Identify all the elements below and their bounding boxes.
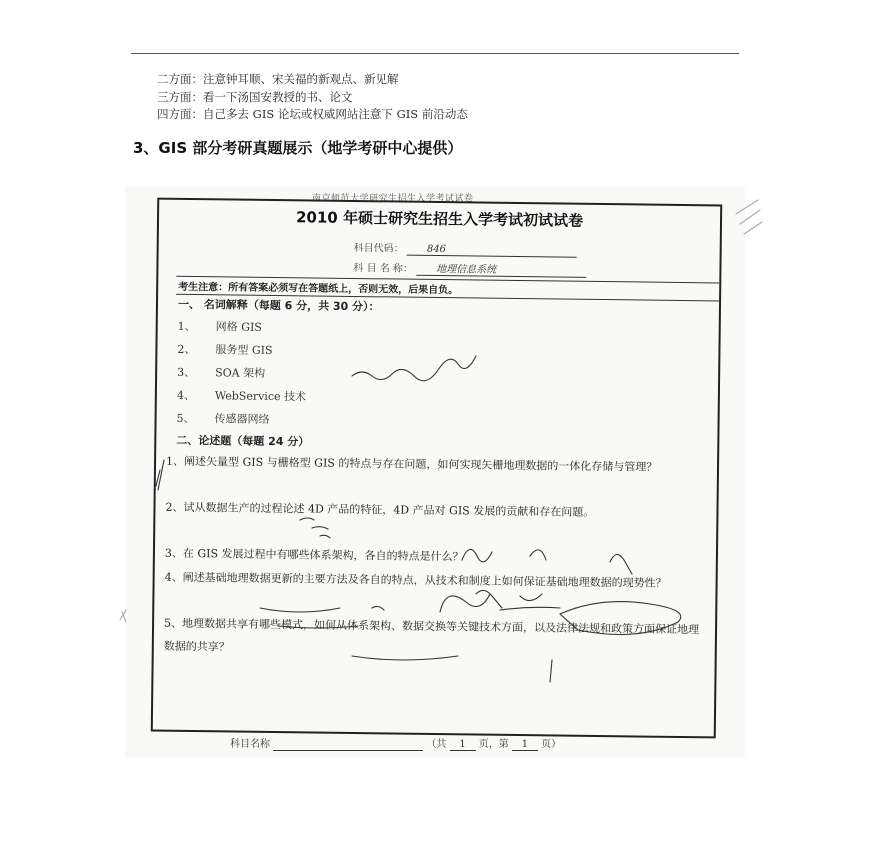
term-number: 5、 (176, 411, 195, 426)
term-text: 网格 GIS (215, 320, 262, 334)
term-number: 1、 (177, 319, 196, 334)
section-heading: 3、GIS 部分考研真题展示（地学考研中心提供） (133, 139, 463, 157)
subject-code-value: 846 (407, 244, 577, 258)
essay-question: 5、地理数据共享有哪些模式，如何从体系架构、数据交换等关键技术方面，以及法律法规和政策方面保证地理数据的共享？ (163, 616, 700, 654)
exam-title: 2010 年硕士研究生招生入学考试初试试卷 (295, 208, 584, 230)
term-text: WebService 技术 (214, 389, 307, 404)
subject-name-value: 地理信息系统 (416, 260, 586, 278)
term-number: 4、 (176, 388, 195, 403)
essay-question: 2、试从数据生产的过程论述 4D 产品的特征，4D 产品对 GIS 发展的贡献和存在问题。 (165, 500, 595, 519)
term-text: SOA 架构 (215, 366, 266, 380)
term-number: 3、 (177, 365, 196, 380)
part2-title: 二、论述题（每题 24 分） (176, 433, 310, 449)
term-item (177, 387, 306, 405)
exam-paper-frame (151, 198, 722, 739)
footer-pages-current: 1 (512, 739, 538, 751)
essay-question: 3、在 GIS 发展过程中有哪些体系架构，各自的特点是什么？ (164, 546, 464, 564)
scan-top-caption: 南京师范大学研究生招生入学考试试卷 (312, 194, 474, 204)
term-number: 2、 (177, 342, 196, 357)
essay-question: 1、阐述矢量型 GIS 与栅格型 GIS 的特点与存在问题，如何实现矢栅地理数据的一体化存储与管理？ (165, 454, 658, 474)
term-item (178, 318, 262, 335)
subject-code-label: 科目代码： (353, 242, 404, 255)
scan-footer (230, 735, 561, 751)
term-item (177, 364, 265, 381)
intro-line: 四方面：自己多去 GIS 论坛或权威网站注意下 GIS 前沿动态 (157, 107, 468, 121)
term-text: 服务型 GIS (215, 343, 273, 357)
intro-line: 二方面：注意钟耳顺、宋关福的新观点、新见解 (157, 72, 399, 86)
subject-name-label: 科 目 名 称： (353, 262, 414, 275)
footer-pages-mid: 页，第 (478, 739, 509, 750)
top-rule (131, 53, 739, 54)
subject-name-row (353, 259, 586, 278)
exam-notice: 考生注意：所有答案必须写在答题纸上，否则无效，后果自负。 (176, 276, 719, 302)
footer-pages-suffix: 页） (541, 739, 562, 750)
footer-pages-prefix: （共 (426, 739, 447, 750)
footer-subject-label: 科目名称 (230, 739, 270, 750)
term-text: 传感器网络 (214, 412, 270, 426)
intro-block (157, 71, 468, 124)
footer-subject-blank (273, 739, 423, 751)
intro-line: 三方面：看一下汤国安教授的书、论文 (157, 89, 353, 104)
term-item (177, 341, 272, 358)
essay-question: 4、阐述基础地理数据更新的主要方法及各自的特点，从技术和制度上如何保证基础地理数据的现势性？ (164, 570, 667, 590)
part1-title: 一、 名词解释（每题 6 分，共 30 分）： (177, 297, 380, 314)
term-item (176, 410, 269, 427)
footer-pages-total: 1 (450, 739, 476, 751)
subject-code-row (354, 239, 577, 258)
